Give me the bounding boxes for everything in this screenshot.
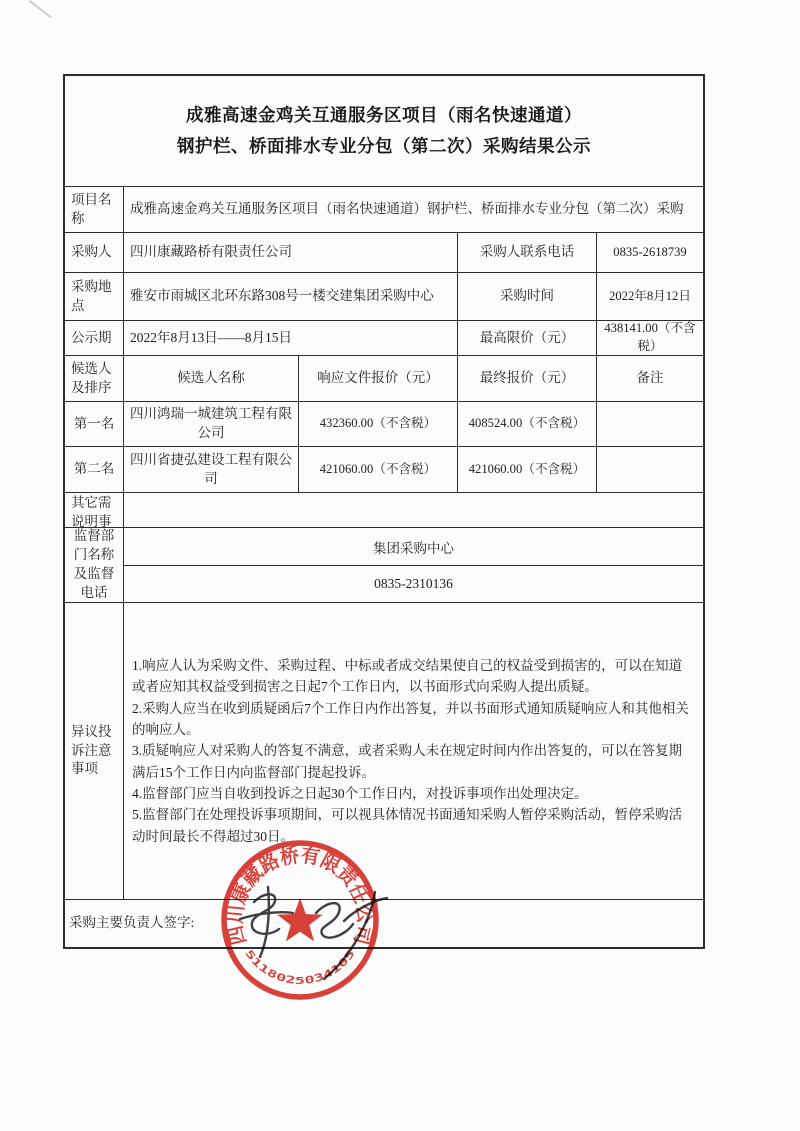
candidate-name: 四川鸿瑞一城建筑工程有限公司 — [124, 402, 299, 446]
row-purchaser — [65, 233, 703, 273]
row-other-notes — [65, 493, 703, 528]
purchase-time-value: 2022年8月12日 — [609, 288, 691, 303]
objection-item-1: 1.响应人认为采购文件、采购过程、中标或者成交结果使自己的权益受到损害的，可以在知道或者应知其权益受到损害之日起7个工作日内，以书面形式向采购人提出质疑。 — [132, 658, 683, 695]
candidate-bid: 421060.00（不含税） — [299, 447, 458, 492]
candidate-rank: 第一名 — [65, 402, 124, 446]
document-title — [65, 76, 703, 187]
title-line-1: 成雅高速金鸡关互通服务区项目（雨名快速通道） — [186, 105, 582, 125]
table-row — [65, 447, 703, 493]
supervision-department: 集团采购中心 — [124, 528, 703, 566]
max-price-label: 最高限价（元） — [458, 321, 597, 355]
purchaser-phone-label: 采购人联系电话 — [458, 233, 597, 272]
handwritten-signature — [224, 878, 404, 988]
col-header-bid: 响应文件报价（元） — [299, 356, 458, 401]
objection-item-5: 5.监督部门在处理投诉事项期间，可以视具体情况书面通知采购人暂停采购活动，暂停采购活动时间最长不得超过30日。 — [132, 807, 683, 844]
candidate-bid: 432360.00（不含税） — [299, 402, 458, 446]
objection-item-3: 3.质疑响应人对采购人的答复不满意，或者采购人未在规定时间内作出答复的，可以在答复期满后15个工作日内向监督部门提起投诉。 — [132, 743, 683, 780]
max-price-value: 438141.00（不含税） — [604, 321, 696, 353]
purchase-time-label: 采购时间 — [458, 273, 597, 320]
location-value: 雅安市雨城区北环东路308号一楼交建集团采购中心 — [124, 273, 458, 320]
col-header-final: 最终报价（元） — [458, 356, 597, 401]
row-publicity — [65, 321, 703, 356]
col-header-remark: 备注 — [636, 370, 664, 386]
objection-text — [124, 603, 703, 899]
project-name-value: 成雅高速金鸡关互通服务区项目（雨名快速通道）钢护栏、桥面排水专业分包（第二次）采购 — [130, 201, 684, 217]
location-label: 采购地点 — [65, 273, 124, 320]
candidate-name: 四川省捷弘建设工程有限公司 — [124, 447, 299, 492]
purchaser-value: 四川康藏路桥有限责任公司 — [124, 233, 458, 272]
supervision-label: 监督部门名称及监督电话 — [65, 528, 124, 602]
publicity-label: 公示期 — [65, 321, 124, 355]
scan-artifact-mark — [28, 0, 51, 18]
purchaser-phone-value: 0835-2618739 — [613, 244, 687, 259]
publicity-value: 2022年8月13日——8月15日 — [124, 321, 458, 355]
candidate-remark — [597, 402, 703, 446]
row-supervision — [65, 528, 703, 603]
other-notes-value — [124, 493, 703, 527]
project-name-label: 项目名称 — [65, 187, 124, 232]
seal-company-name: 四川康藏路桥有限责任公司 — [224, 844, 376, 948]
supervision-phone: 0835-2310136 — [374, 576, 453, 591]
seal-registration-number: 5118025034105 — [242, 948, 356, 987]
candidate-final: 421060.00（不含税） — [458, 447, 597, 492]
objection-item-4: 4.监督部门应当自收到投诉之日起30个工作日内，对投诉事项作出处理决定。 — [132, 785, 588, 801]
candidate-remark — [597, 447, 703, 492]
purchaser-label: 采购人 — [65, 233, 124, 272]
col-header-name: 候选人名称 — [124, 356, 299, 401]
rank-column-label: 候选人及排序 — [65, 356, 124, 401]
table-row — [65, 402, 703, 447]
candidate-final: 408524.00（不含税） — [458, 402, 597, 446]
signature-label: 采购主要负责人签字: — [69, 915, 195, 931]
candidate-rank: 第二名 — [65, 447, 124, 492]
row-project-name — [65, 187, 703, 233]
candidates-header-row — [65, 356, 703, 402]
other-notes-label: 其它需说明事 — [65, 493, 124, 527]
row-location — [65, 273, 703, 321]
objection-item-2: 2.采购人应当在收到质疑函后7个工作日内作出答复，并以书面形式通知质疑响应人和其他相关的响应人。 — [132, 700, 689, 737]
objection-label: 异议投诉注意事项 — [65, 603, 124, 899]
title-line-2: 钢护栏、桥面排水专业分包（第二次）采购结果公示 — [177, 136, 591, 156]
procurement-result-table — [63, 74, 705, 949]
